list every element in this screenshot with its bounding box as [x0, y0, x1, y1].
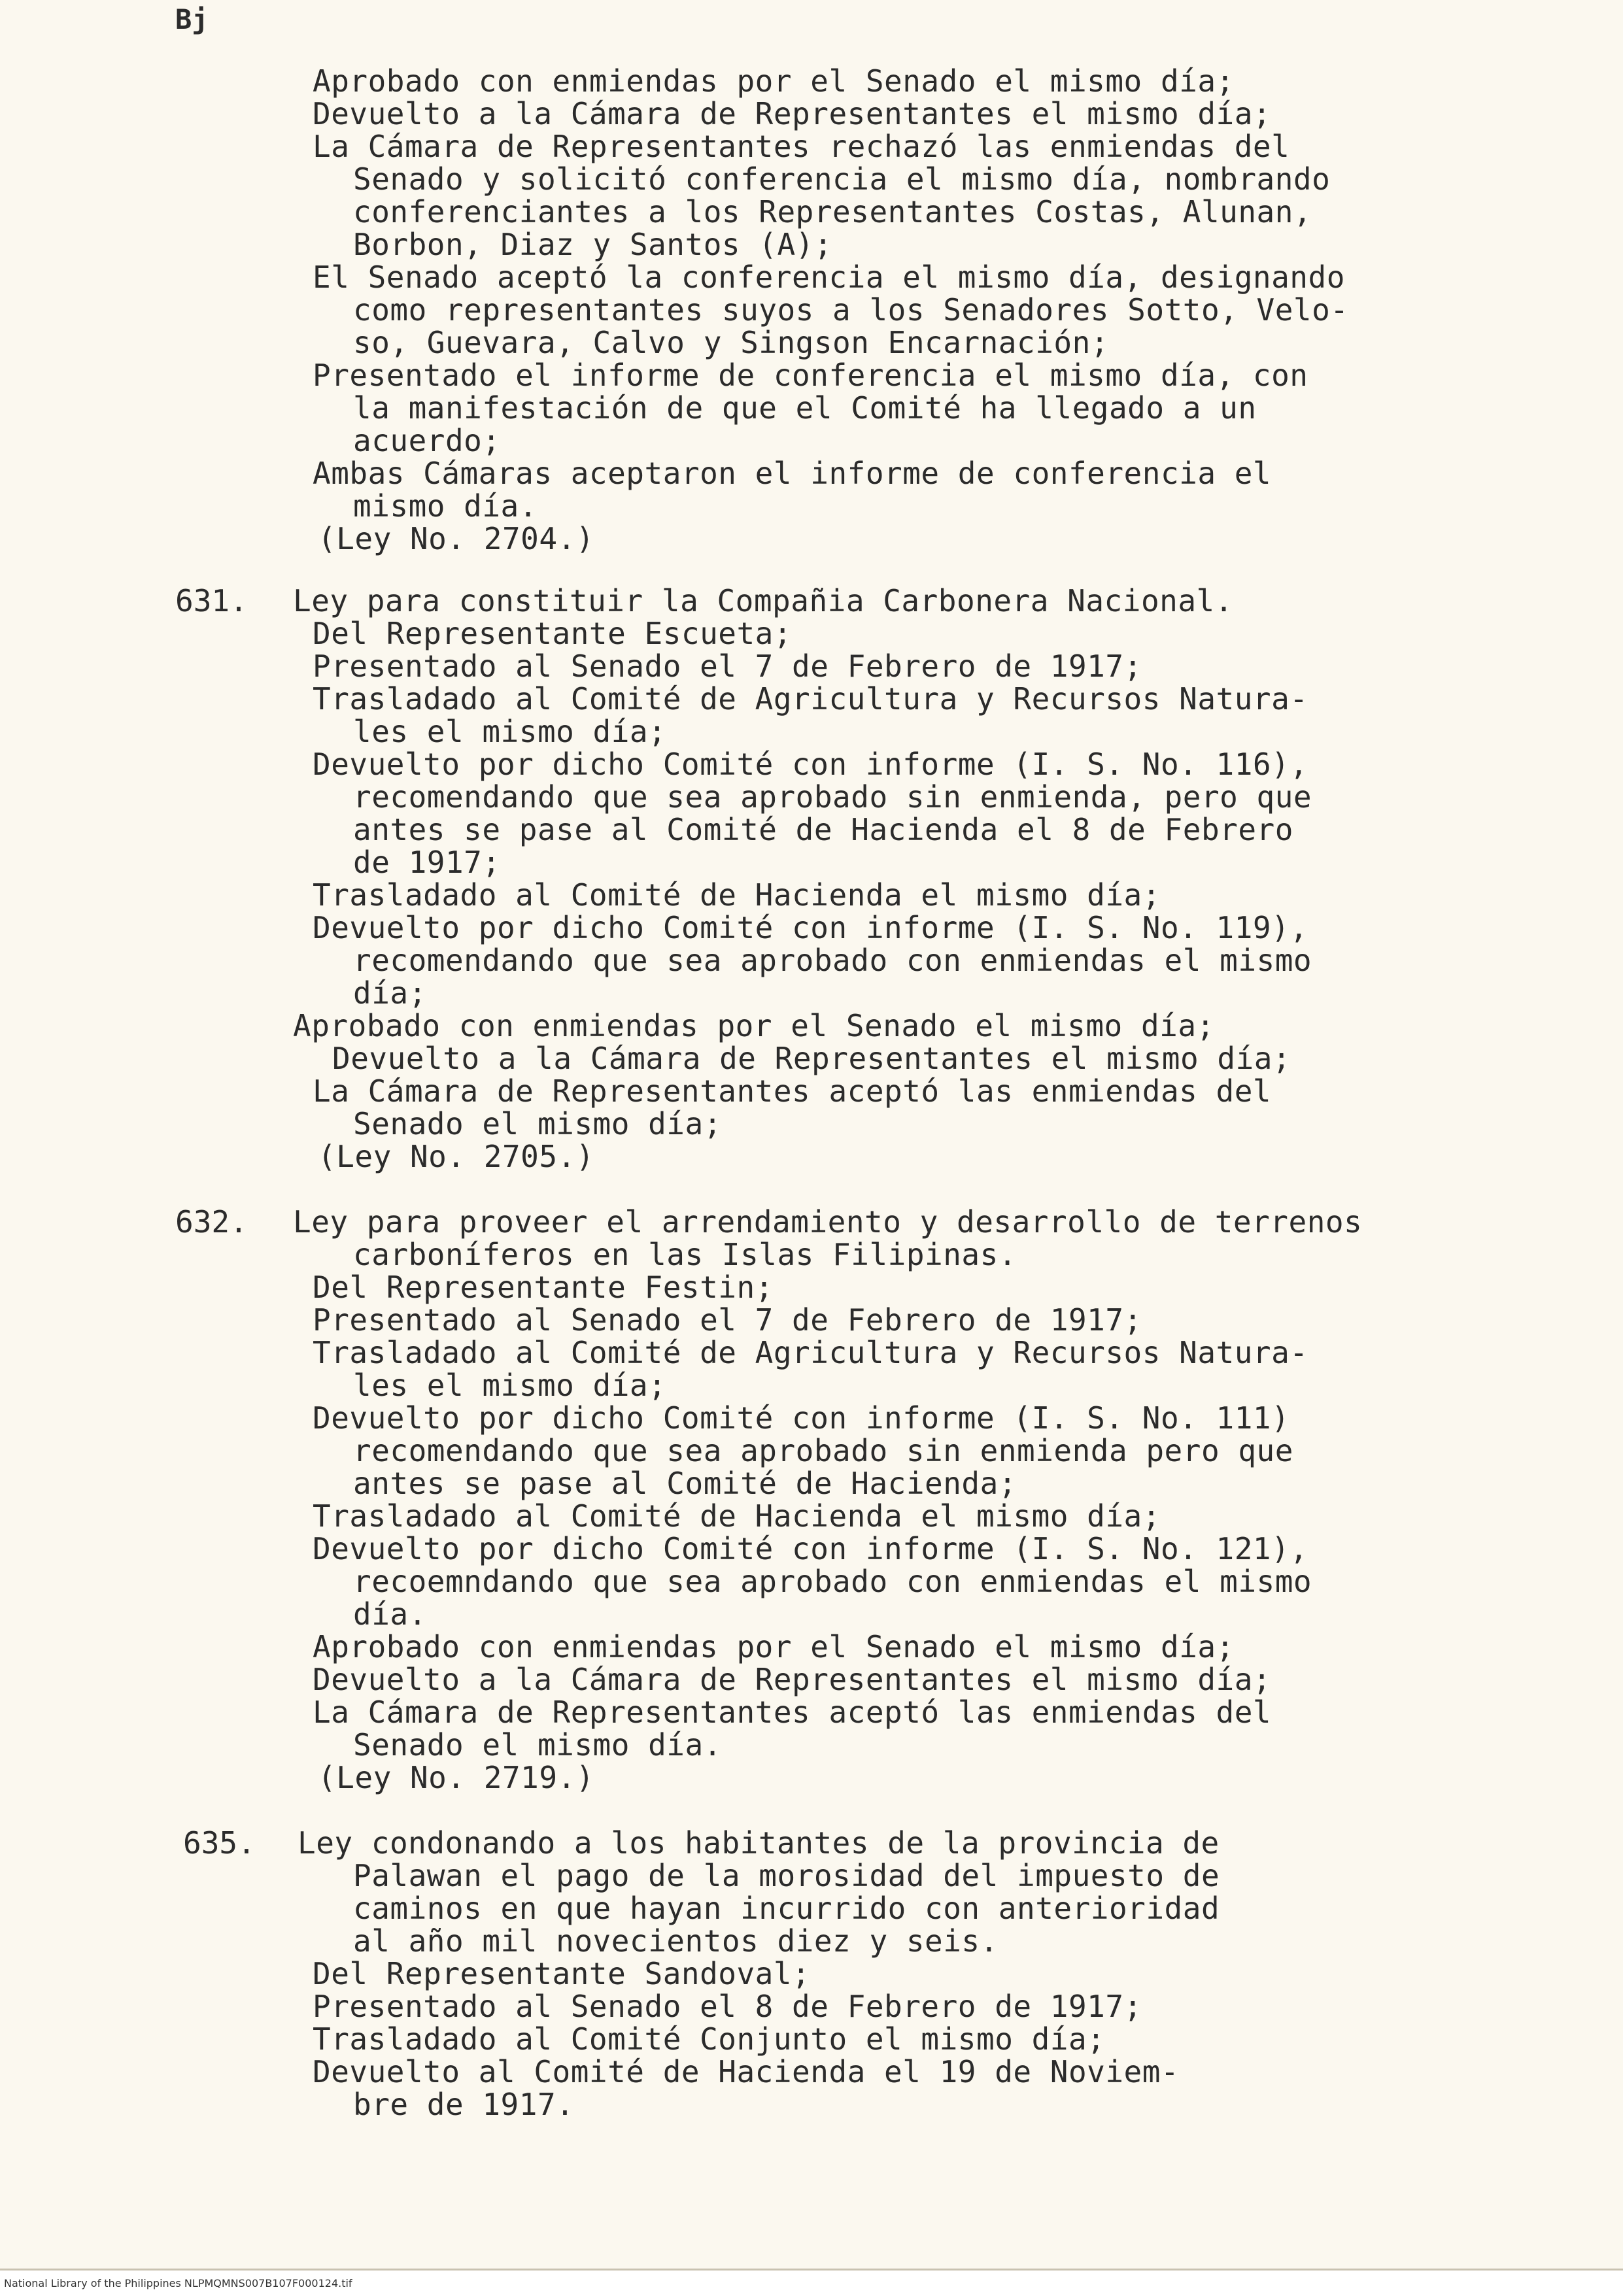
text-line: conferenciantes a los Representantes Costas, Alunan, — [353, 194, 1312, 229]
text-line: Presentado al Senado el 7 de Febrero de 1917; — [313, 1302, 1142, 1338]
text-line: recomendando que sea aprobado con enmiendas el mismo — [353, 943, 1312, 978]
text-line: Palawan el pago de la morosidad del impuesto de — [353, 1858, 1220, 1893]
text-line: La Cámara de Representantes aceptó las enmiendas del — [313, 1073, 1272, 1109]
text-line: al año mil novecientos diez y seis. — [353, 1923, 999, 1959]
text-line: Del Representante Sandoval; — [313, 1956, 811, 1991]
text-line: Ley condonando a los habitantes de la provincia de — [298, 1825, 1220, 1861]
text-line: les el mismo día; — [353, 1368, 667, 1403]
text-line: Senado y solicitó conferencia el mismo día, nombrando — [353, 161, 1331, 197]
text-line: (Ley No. 2704.) — [318, 521, 594, 556]
text-line: caminos en que hayan incurrido con anterioridad — [353, 1891, 1220, 1926]
text-line: les el mismo día; — [353, 714, 667, 749]
text-line: (Ley No. 2719.) — [318, 1760, 594, 1795]
text-line: Devuelto por dicho Comité con informe (I. S. No. 111) — [313, 1400, 1290, 1436]
text-line: Presentado al Senado el 7 de Febrero de 1917; — [313, 649, 1142, 684]
text-line: Presentado el informe de conferencia el mismo día, con — [313, 358, 1308, 393]
text-line: Del Representante Escueta; — [313, 616, 793, 651]
text-line: mismo día. — [353, 488, 538, 524]
text-line: Del Representante Festin; — [313, 1270, 774, 1305]
text-line: Trasladado al Comité Conjunto el mismo día; — [313, 2021, 1106, 2057]
text-line: Senado el mismo día; — [353, 1106, 722, 1141]
entry-number: 631. — [175, 583, 248, 618]
text-line: Devuelto a la Cámara de Representantes el mismo día; — [313, 96, 1272, 131]
text-line: de 1917; — [353, 845, 501, 880]
text-line: día; — [353, 975, 427, 1011]
text-line: Devuelto por dicho Comité con informe (I. S. No. 116), — [313, 747, 1308, 782]
text-line: Borbon, Diaz y Santos (A); — [353, 227, 833, 262]
entry-number: 635. — [183, 1825, 256, 1861]
text-line: Devuelto a la Cámara de Representantes el mismo día; — [313, 1662, 1272, 1697]
text-line: (Ley No. 2705.) — [318, 1139, 594, 1174]
text-line: El Senado aceptó la conferencia el mismo día, designando — [313, 260, 1345, 295]
text-line: so, Guevara, Calvo y Singson Encarnación; — [353, 325, 1109, 360]
text-line: Devuelto por dicho Comité con informe (I. S. No. 119), — [313, 910, 1308, 945]
text-line: Ley para proveer el arrendamiento y desarrollo de terrenos — [293, 1204, 1363, 1240]
text-line: Trasladado al Comité de Agricultura y Recursos Natura- — [313, 1335, 1308, 1370]
text-line: Devuelto al Comité de Hacienda el 19 de Noviem- — [313, 2054, 1180, 2089]
text-line: antes se pase al Comité de Hacienda; — [353, 1466, 1017, 1501]
text-line: carboníferos en las Islas Filipinas. — [353, 1237, 1017, 1272]
text-line: recomendando que sea aprobado sin enmienda pero que — [353, 1433, 1293, 1468]
corner-mark: Bj — [175, 3, 209, 35]
text-line: recoemndando que sea aprobado con enmiendas el mismo — [353, 1564, 1312, 1599]
entry-number: 632. — [175, 1204, 248, 1240]
text-line: Aprobado con enmiendas por el Senado el mismo día; — [313, 1629, 1235, 1664]
text-line: Presentado al Senado el 8 de Febrero de 1917; — [313, 1989, 1142, 2024]
text-line: Devuelto por dicho Comité con informe (I. S. No. 121), — [313, 1531, 1308, 1566]
text-line: Trasladado al Comité de Hacienda el mismo día; — [313, 877, 1161, 913]
text-line: como representantes suyos a los Senadores Sotto, Velo- — [353, 292, 1349, 328]
text-line: día. — [353, 1596, 427, 1632]
text-line: Trasladado al Comité de Agricultura y Recursos Natura- — [313, 681, 1308, 717]
text-line: Ley para constituir la Compañia Carbonera Nacional. — [293, 583, 1233, 618]
archive-footer-text: National Library of the Philippines NLPMQMNS007B107F000124.tif — [4, 2277, 352, 2289]
text-line: La Cámara de Representantes aceptó las enmiendas del — [313, 1695, 1272, 1730]
text-line: Senado el mismo día. — [353, 1727, 722, 1763]
text-line: Ambas Cámaras aceptaron el informe de conferencia el — [313, 456, 1272, 491]
text-line: la manifestación de que el Comité ha llegado a un — [353, 390, 1257, 426]
text-line: Devuelto a la Cámara de Representantes el mismo día; — [332, 1041, 1291, 1076]
text-line: acuerdo; — [353, 423, 501, 458]
text-line: bre de 1917. — [353, 2087, 575, 2122]
text-line: Aprobado con enmiendas por el Senado el mismo día; — [293, 1008, 1215, 1043]
text-line: Trasladado al Comité de Hacienda el mismo día; — [313, 1498, 1161, 1534]
text-line: antes se pase al Comité de Hacienda el 8 de Febrero — [353, 812, 1293, 847]
archive-footer — [0, 2269, 1623, 2296]
text-line: recomendando que sea aprobado sin enmienda, pero que — [353, 779, 1312, 815]
text-line: La Cámara de Representantes rechazó las enmiendas del — [313, 129, 1290, 164]
text-line: Aprobado con enmiendas por el Senado el mismo día; — [313, 63, 1235, 99]
